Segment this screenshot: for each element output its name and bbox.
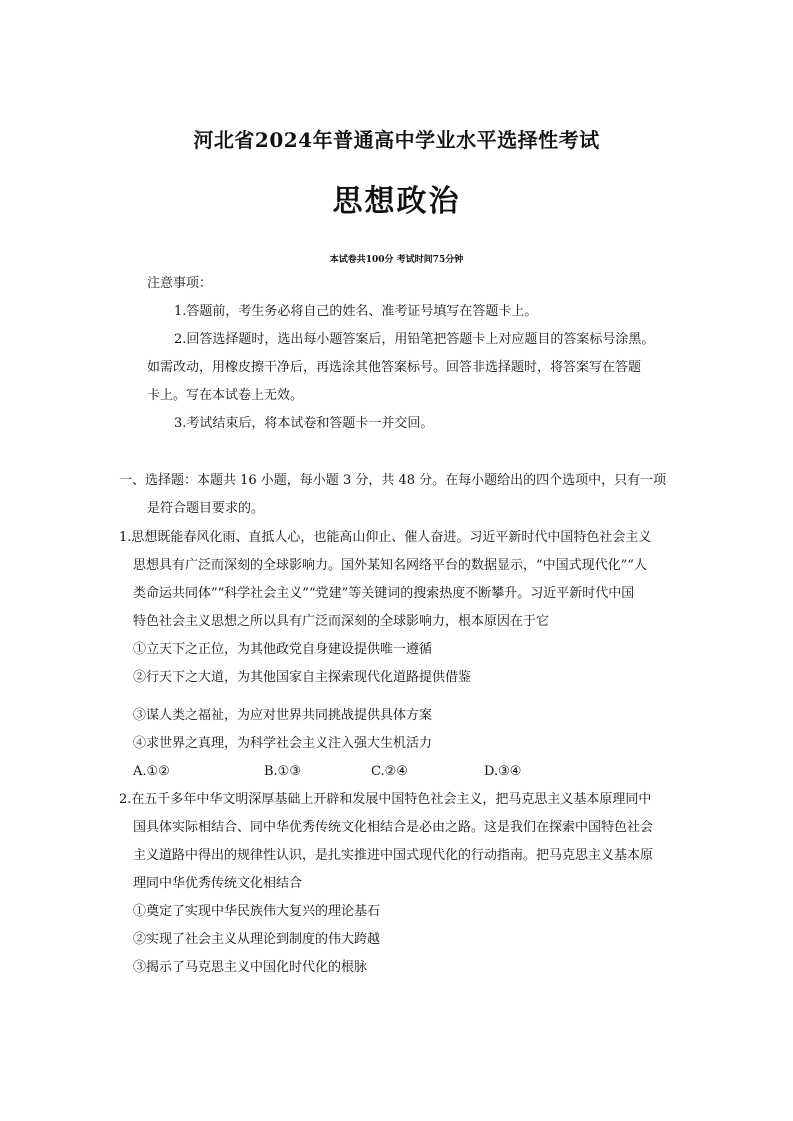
notice-item-3: 3.考试结束后，将本试卷和答题卡一并交回。	[174, 416, 434, 431]
question-1-stem-line-2: 思想具有广泛而深刻的全球影响力。国外某知名网络平台的数据显示，“中国式现代化”“人	[133, 558, 647, 573]
question-1-choice-b: B.①③	[264, 764, 301, 779]
section-1-line-2: 是符合题目要求的。	[147, 501, 265, 516]
question-1-choice-c: C.②④	[371, 764, 408, 779]
question-2-statement-1: ①奠定了实现中华民族伟大复兴的理论基石	[133, 904, 381, 919]
exam-title: 河北省2024年普通高中学业水平选择性考试	[193, 128, 600, 152]
question-1-statement-1: ①立天下之正位，为其他政党自身建设提供唯一遵循	[133, 642, 433, 657]
question-2-stem-line-1: 2.在五千多年中华文明深厚基础上开辟和发展中国特色社会主义，把马克思主义基本原理同中	[119, 792, 652, 807]
question-1-stem-line-4: 特色社会主义思想之所以具有广泛而深刻的全球影响力，根本原因在于它	[133, 614, 550, 629]
exam-info: 本试卷共100分 考试时间75分钟	[329, 255, 464, 265]
question-1-choice-d: D.③④	[484, 764, 522, 779]
question-1-choice-a: A.①②	[133, 764, 170, 779]
question-2-statement-3: ③揭示了马克思主义中国化时代化的根脉	[133, 960, 368, 975]
question-1-statement-3: ③谋人类之福祉，为应对世界共同挑战提供具体方案	[133, 708, 433, 723]
question-1-stem-line-1: 1.思想既能春风化雨、直抵人心，也能高山仰止、催人奋进。习近平新时代中国特色社会主义	[119, 530, 652, 545]
question-2-stem-line-2: 国具体实际相结合、同中华优秀传统文化相结合是必由之路。这是我们在探索中国特色社会	[133, 820, 654, 835]
notice-heading: 注意事项：	[147, 276, 213, 291]
question-1-statement-2: ②行天下之大道，为其他国家自主探索现代化道路提供借鉴	[133, 670, 472, 685]
question-2-stem-line-4: 理同中华优秀传统文化相结合	[133, 876, 303, 891]
subject-title: 思想政治	[332, 184, 461, 219]
notice-item-2-line-1: 2.回答选择题时，选出每小题答案后，用铅笔把答题卡上对应题目的答案标号涂黑。	[174, 332, 655, 347]
notice-item-1: 1.答题前，考生务必将自己的姓名、准考证号填写在答题卡上。	[174, 304, 538, 319]
notice-item-2-line-3: 卡上。写在本试卷上无效。	[147, 388, 304, 403]
question-1-statement-4: ④求世界之真理，为科学社会主义注入强大生机活力	[133, 736, 433, 751]
question-2-statement-2: ②实现了社会主义从理论到制度的伟大跨越	[133, 932, 381, 947]
question-1-stem-line-3: 类命运共同体”“科学社会主义”“党建”等关键词的搜索热度不断攀升。习近平新时代中国	[133, 586, 635, 601]
question-2-stem-line-3: 主义道路中得出的规律性认识，是扎实推进中国式现代化的行动指南。把马克思主义基本原	[133, 848, 654, 863]
notice-item-2-line-2: 如需改动，用橡皮擦干净后，再选涂其他答案标号。回答非选择题时，将答案写在答题	[147, 360, 642, 375]
section-1-line-1: 一、选择题：本题共 16 小题，每小题 3 分，共 48 分。在每小题给出的四个选项中，只有一项	[119, 473, 667, 488]
